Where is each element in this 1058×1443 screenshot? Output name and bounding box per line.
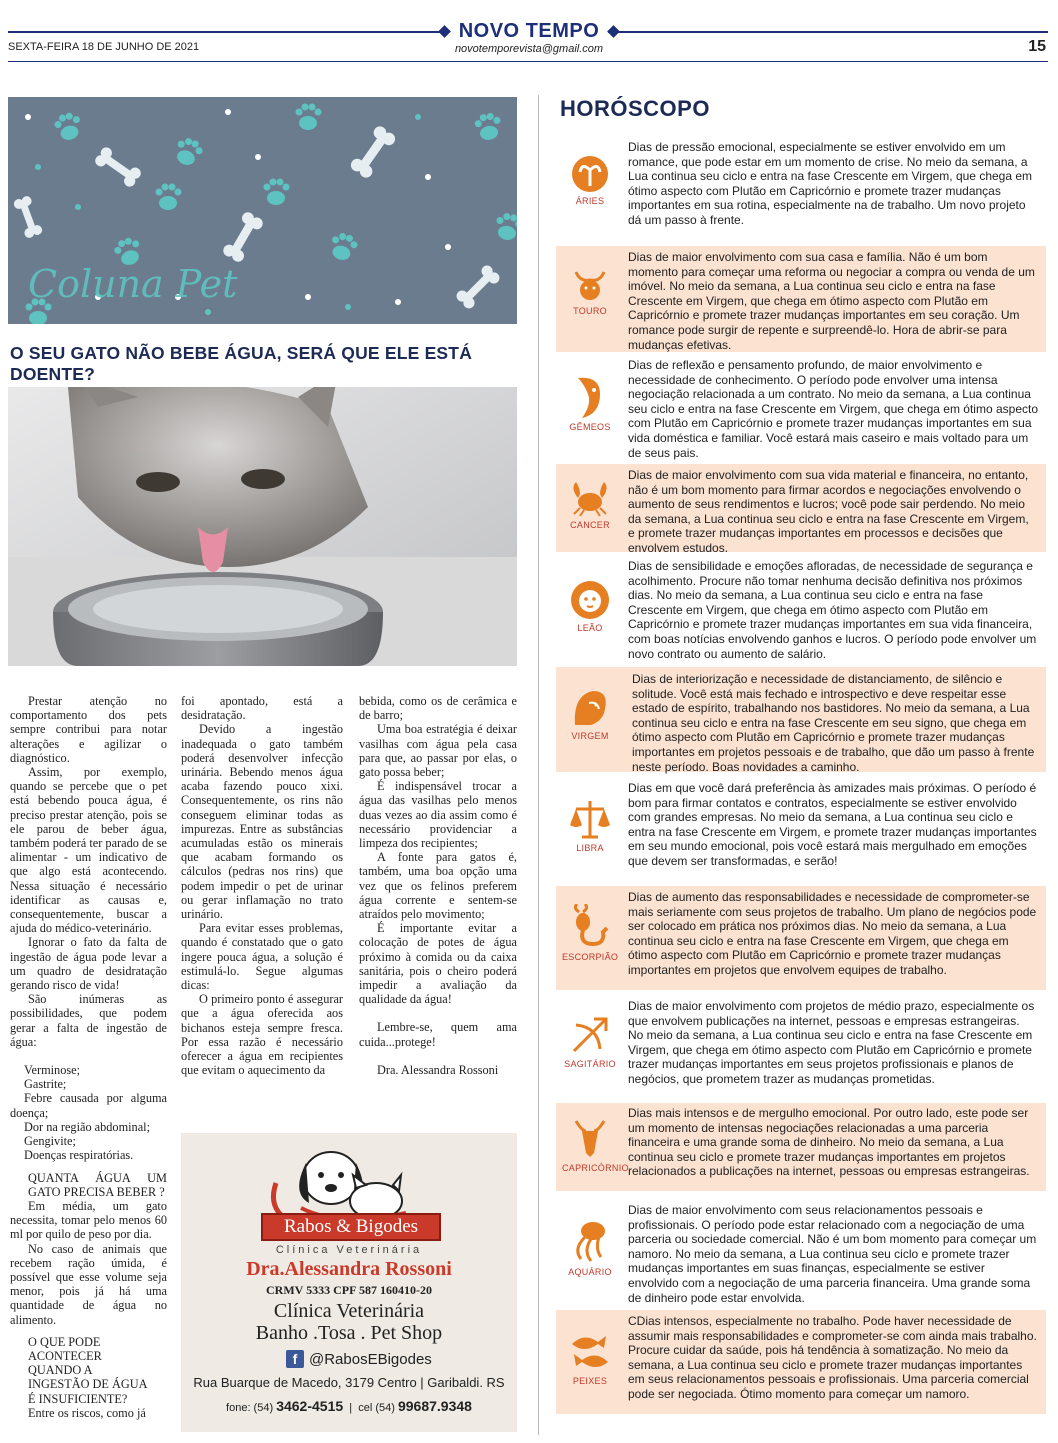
capricorn-icon — [570, 1117, 610, 1161]
services-line-1: Clínica Veterinária — [273, 1300, 425, 1322]
column-divider — [538, 95, 539, 1435]
subheading: QUANTA ÁGUA UM GATO PRECISA BEBER ? — [28, 1170, 167, 1199]
libra-icon — [568, 797, 612, 841]
sign-aries-name: ÁRIES — [575, 196, 605, 206]
aquarius-icon — [569, 1219, 611, 1265]
sign-libra — [556, 777, 1046, 879]
list-item: Doenças respiratórias. — [24, 1148, 134, 1163]
sign-taurus-name: TOURO — [573, 306, 607, 316]
sign-scorpio-name: ESCORPIÃO — [562, 952, 619, 962]
masthead — [0, 0, 1058, 62]
leo-icon — [569, 579, 611, 621]
sign-gemini-text: Dias de reflexão e pensamento profundo, de maior envolvimento e necessidade de conhecimento. O período pode envolver uma intensa negociação relacionada a um contrato. No meio da semana, a Lua continua seu ciclo e entra na fase Crescente em Virgem, que chega em ótimo aspecto com Plutão em Capricórnio e promete trazer mudanças importantes em sua vida doméstica e familiar. Você estará mais caseiro e mais voltado para um de seus pais. — [628, 358, 1038, 460]
doctor-name: Dra.Alessandra Rossoni — [246, 1258, 452, 1280]
paragraph: É indispensável trocar a água das vasilhas pelo menos duas vezes ao dia assim como é necessário providenciar a limpeza dos recipientes; — [359, 779, 517, 851]
sign-scorpio-text: Dias de aumento das responsabilidades e necessidade de comprometer-se mais seriamente com seus projetos de trabalho. Um plano de negócios pode ser colocado em prática nos próximos dias. No meio da semana, a Lua continua seu ciclo e entra na fase Crescente em Virgem, que chega em ótimo aspecto com Plutão em Capricórnio e promete trazer mudanças importantes em projetos que envolvem equipes de trabalho. — [628, 890, 1037, 977]
sagittarius-icon — [568, 1013, 612, 1057]
sign-virgo-icon-wrap — [562, 685, 618, 741]
sign-sagittarius-name: SAGITÁRIO — [564, 1059, 616, 1069]
cat-drinking-photo — [8, 387, 517, 666]
clinic-address: Rua Buarque de Macedo, 3179 Centro | Garibaldi. RS — [193, 1375, 505, 1390]
sign-gemini — [556, 356, 1046, 459]
sign-capricorn — [556, 1103, 1046, 1191]
clinic-brand-logo: Rabos & Bigodes — [261, 1213, 441, 1241]
cancer-icon — [568, 478, 612, 518]
sign-aries-icon-wrap — [562, 154, 618, 206]
paragraph: O primeiro ponto é assegurar que a água oferecida aos bichanos esteja sempre fresca. Por essa razão é necessário oferecer a água em recipientes que evitam o aquecimento da — [181, 992, 343, 1078]
facebook-handle-text: @RabosEBigodes — [309, 1350, 432, 1368]
aries-icon — [570, 154, 610, 194]
pisces-icon — [568, 1330, 612, 1374]
paragraph: Ignorar o fato da falta de ingestão de água pode levar a um quadro de desidratação gerando risco de vida! — [10, 935, 167, 993]
masthead-underline — [8, 61, 1048, 62]
sign-pisces — [556, 1310, 1046, 1414]
sign-gemini-icon-wrap — [562, 374, 618, 432]
sign-sagittarius — [556, 995, 1046, 1099]
clinic-advertisement — [181, 1133, 517, 1432]
paragraph: Uma boa estratégia é deixar vasilhas com água pela casa para que, ao passar por elas, o gato possa beber; — [359, 722, 517, 780]
sign-cancer-text: Dias de maior envolvimento com sua vida material e financeira, no entanto, não é um bom momento para firmar acordos e negociações envolvendo o aumento de seus rendimentos e lucros; você pode sair perdendo. No meio da semana, a Lua continua seu ciclo e entra na fase Crescente em Virgem, e promete trazer mudanças importantes em processos e decisões que envolvem estudos. — [628, 468, 1029, 555]
paragraph: Devido a ingestão inadequada o gato também poderá desenvolver infecção urinária. Bebendo menos água acaba fazendo pouco xixi. Consequentemente, os rins não conseguem eliminar todas as impurezas. Entre as substâncias acumuladas estão os minerais que acabam formando os cálculos (pedras nos rins) que podem impedir o pet de urinar ou gerar inflamação no trato urinário. — [181, 722, 343, 922]
page-number: 15 — [1028, 38, 1046, 55]
paragraph: Em média, um gato necessita, tomar pelo menos 60 ml por quilo de peso por dia. — [10, 1198, 167, 1242]
clinic-subtitle: Clínica Veterinária — [275, 1244, 423, 1256]
sign-scorpio-icon-wrap — [562, 904, 618, 962]
author-signature: Dra. Alessandra Rossoni — [377, 1062, 499, 1077]
phone-label: fone: (54) — [226, 1402, 274, 1414]
paragraph: No caso de animais que recebem ração úmida, é possível que esse volume seja menor, pois já há uma quantidade de água no alimento. — [10, 1241, 167, 1327]
sign-taurus-icon-wrap — [562, 264, 618, 316]
gemini-icon — [570, 374, 610, 420]
paws-and-bones-pattern — [8, 97, 517, 324]
horoscope-title: HORÓSCOPO — [560, 96, 710, 121]
sign-aries-text: Dias de pressão emocional, especialmente se estiver envolvido em um romance, que pode estar em um momento de crise. No meio da semana, a Lua continua seu ciclo e entra na fase Crescente em Virgem, que chega em ótimo aspecto com Plutão em Capricórnio e promete trazer mudanças importantes em sua rotina, especialmente na de trabalho. Um novo projeto dá um passo à frente. — [628, 140, 1033, 227]
sign-libra-text: Dias em que você dará preferência às amizades mais próximas. O período é bom para firmar contatos e contratos, especialmente se estiver envolvido com grandes empresas. No meio da semana, a Lua continua seu ciclo e entra na fase Crescente em Virgem, e promete trazer mudanças importantes em seu mundo emocional, pois você estará mais mergulhado em emoções que devem ser transformadas, e serão! — [628, 781, 1037, 868]
clinic-phones: fone: (54) 3462-4515 | cel (54) 99687.9348 — [226, 1398, 472, 1414]
article-title: O SEU GATO NÃO BEBE ÁGUA, SERÁ QUE ELE ESTÁ DOENTE? — [10, 343, 473, 384]
coluna-pet-banner — [8, 97, 517, 324]
sign-leo-text: Dias de sensibilidade e emoções afloradas, de necessidade de segurança e acolhimento. Procure não tomar nenhuma decisão definitiva nos próximos dias. No meio da semana, a Lua continua seu ciclo e entra na fase Crescente em Virgem, que chega em ótimo aspecto com Plutão em Capricórnio e promete trazer mudanças importantes em sua vida financeira, com boas notícias envolvendo ganhos e lucros. O período pode envolver um novo contrato ou aumento de salário. — [628, 559, 1037, 661]
closing-line: Lembre-se, quem ama cuida...protege! — [359, 1020, 517, 1049]
facebook-icon: f — [286, 1350, 304, 1368]
sign-aquarius-text: Dias de maior envolvimento com seus relacionamentos pessoais e profissionais. O período pode estar relacionado com a negociação de uma parceria ou sociedade comercial. Não é um bom momento para começar um namoro. No meio da semana, a Lua continua seu ciclo e promete trazer mudanças importantes em suas finanças, especialmente se estiver envolvido com a negociação de uma parceria financeira. Uma grande soma de dinheiro pode estar envolvida. — [628, 1203, 1037, 1305]
sign-taurus-text: Dias de maior envolvimento com sua casa e família. Não é um bom momento para começar uma reforma ou negociar a compra ou venda de um imóvel. No meio da semana, a Lua continua seu ciclo e entra na fase Crescente em Virgem, que chega em ótimo aspecto com Plutão em Capricórnio e promete trazer mudanças importantes em seu coração. Um romance pode surgir de repente e surpreendê-lo. Hora de abrir-se para mudanças efetivas. — [628, 250, 1035, 352]
sign-cancer-name: CANCER — [570, 520, 610, 530]
sign-pisces-name: PEIXES — [572, 1376, 608, 1386]
scorpio-icon — [569, 904, 611, 950]
sign-aries — [556, 138, 1046, 242]
paragraph: É importante evitar a colocação de potes de água próximo à comida ou da caixa sanitária, pois o cheiro poderá impedir a avaliação da qualidade da água! — [359, 921, 517, 1007]
cel-label: cel (54) — [358, 1402, 395, 1414]
paragraph: foi apontado, está a desidratação. — [181, 694, 343, 723]
list-item: Verminose; — [24, 1063, 81, 1078]
sign-capricorn-text: Dias mais intensos e de mergulho emocional. Por outro lado, este pode ser um momento de intensas negociações relacionadas a uma parceria financeira e uma grande soma de dinheiro. No meio da semana, a Lua continua seu ciclo e promete trazer mudanças importantes em projetos relacionados a publicações na internet, pessoas ou empresas estrangeiras. — [628, 1106, 1030, 1179]
sign-leo-icon-wrap — [562, 579, 618, 633]
list-item: Gastrite; — [24, 1077, 67, 1092]
services-line-2: Banho .Tosa . Pet Shop — [255, 1322, 443, 1344]
sign-leo — [556, 557, 1046, 662]
sign-cancer-icon-wrap — [562, 478, 618, 530]
subheading: O QUE PODE ACONTECER QUANDO A INGESTÃO DE ÁGUA É INSUFICIENTE? — [28, 1334, 147, 1406]
sign-aquarius-icon-wrap — [562, 1219, 618, 1277]
article-column-3 — [359, 694, 517, 1077]
virgo-icon — [569, 685, 611, 729]
sign-capricorn-name: CAPRICÓRNIO — [562, 1163, 629, 1173]
doctor-registration: CRMV 5333 CPF 587 160410-20 — [266, 1283, 432, 1297]
paragraph: Entre os riscos, como já — [28, 1405, 146, 1420]
paragraph: bebida, como os de cerâmica e de barro; — [359, 694, 517, 723]
phone-number: 3462-4515 — [276, 1398, 344, 1414]
sign-libra-icon-wrap — [562, 797, 618, 853]
sign-pisces-text: CDias intensos, especialmente no trabalho. Pode haver necessidade de assumir mais responsabilidades e comprometer-se com ainda mais trabalho. Procure cuidar da saúde, pois há tendência à somatização. No meio da semana, a Lua continua seu ciclo e promete trazer mudanças importantes em seus relacionamentos pessoais e profissionais. Uma parceria comercial pode ser negociada. Ótimo momento para começar um namoro. — [628, 1314, 1037, 1401]
list-item: Dor na região abdominal; — [24, 1119, 151, 1134]
sign-cancer — [556, 464, 1046, 555]
cel-number: 99687.9348 — [397, 1398, 472, 1414]
article-column-1 — [10, 694, 167, 1420]
facebook-handle[interactable] — [286, 1350, 432, 1368]
paragraph: São inúmeras as possibilidades, que podem gerar a falta de ingestão de água: — [10, 992, 167, 1049]
article-column-2 — [181, 694, 343, 1077]
sign-taurus — [556, 246, 1046, 352]
sign-capricorn-icon-wrap — [562, 1117, 629, 1173]
sign-aquarius-name: AQUÁRIO — [568, 1267, 612, 1277]
banner-title: Coluna Pet — [28, 262, 238, 306]
masthead-rule-right — [608, 31, 1048, 33]
sign-virgo-name: VIRGEM — [571, 731, 609, 741]
paragraph: A fonte para gatos é, também, uma boa opção uma vez que os felinos preferem água corrente e sentem-se atraídos pelo movimento; — [359, 850, 517, 922]
paragraph: Prestar atenção no comportamento dos pets sempre contribui para notar alterações e agilizar o diagnóstico. — [10, 694, 167, 765]
sign-pisces-icon-wrap — [562, 1330, 618, 1386]
contact-email[interactable]: novotemporevista@gmail.com — [454, 43, 604, 55]
sign-aquarius — [556, 1201, 1046, 1305]
sign-libra-name: LIBRA — [576, 843, 604, 853]
sign-virgo-text: Dias de interiorização e necessidade de distanciamento, de silêncio e solitude. Você está mais fechado e introspectivo e deve respeitar esse estado de espírito, trabalhando nos bastidores. No meio da semana, a Lua continua seu ciclo e entra na fase Crescente em seu signo, que chega em ótimo aspecto com Plutão em Capricórnio e promete trazer mudanças importantes em projetos pessoais e de trabalho, que dão um passo à frente neste período. Boas novidades a caminho. — [632, 672, 1035, 774]
list-item: Febre causada por alguma doença; — [10, 1091, 167, 1120]
sign-virgo — [556, 667, 1046, 772]
sign-leo-name: LEÃO — [577, 623, 603, 633]
issue-date: SEXTA-FEIRA 18 DE JUNHO DE 2021 — [8, 41, 200, 53]
sign-gemini-name: GÊMEOS — [569, 422, 611, 432]
newspaper-title: NOVO TEMPO — [458, 20, 600, 42]
paragraph: Para evitar esses problemas, quando é constatado que o gato ingere pouca água, a solução é estimulá-lo. Segue algumas dicas: — [181, 921, 343, 993]
list-item: Gengivite; — [24, 1134, 76, 1149]
taurus-icon — [570, 264, 610, 304]
sign-sagittarius-text: Dias de maior envolvimento com projetos de médio prazo, especialmente os que envolvem publicações na internet, pessoas e empresas estrangeiras. No meio da semana, a Lua continua seu ciclo e entra na fase Crescente em Virgem, que chega em ótimo aspecto com Plutão em Capricórnio e promete trazer mudanças importantes em seus projetos profissionais e planos de negócios, que prometem trazer as mudanças prometidas. — [628, 999, 1035, 1086]
paragraph: Assim, por exemplo, quando se percebe que o pet está bebendo pouca água, é preciso prestar atenção, pois se ele parou de beber água, também poderá ter parado de se alimentar - um indicativo de que algo está acontecendo. Nessa situação é necessário identificar as causas e, consequentemente, buscar a ajuda do médico-veterinário. — [10, 765, 167, 936]
sign-sagittarius-icon-wrap — [562, 1013, 618, 1069]
sign-scorpio — [556, 886, 1046, 990]
